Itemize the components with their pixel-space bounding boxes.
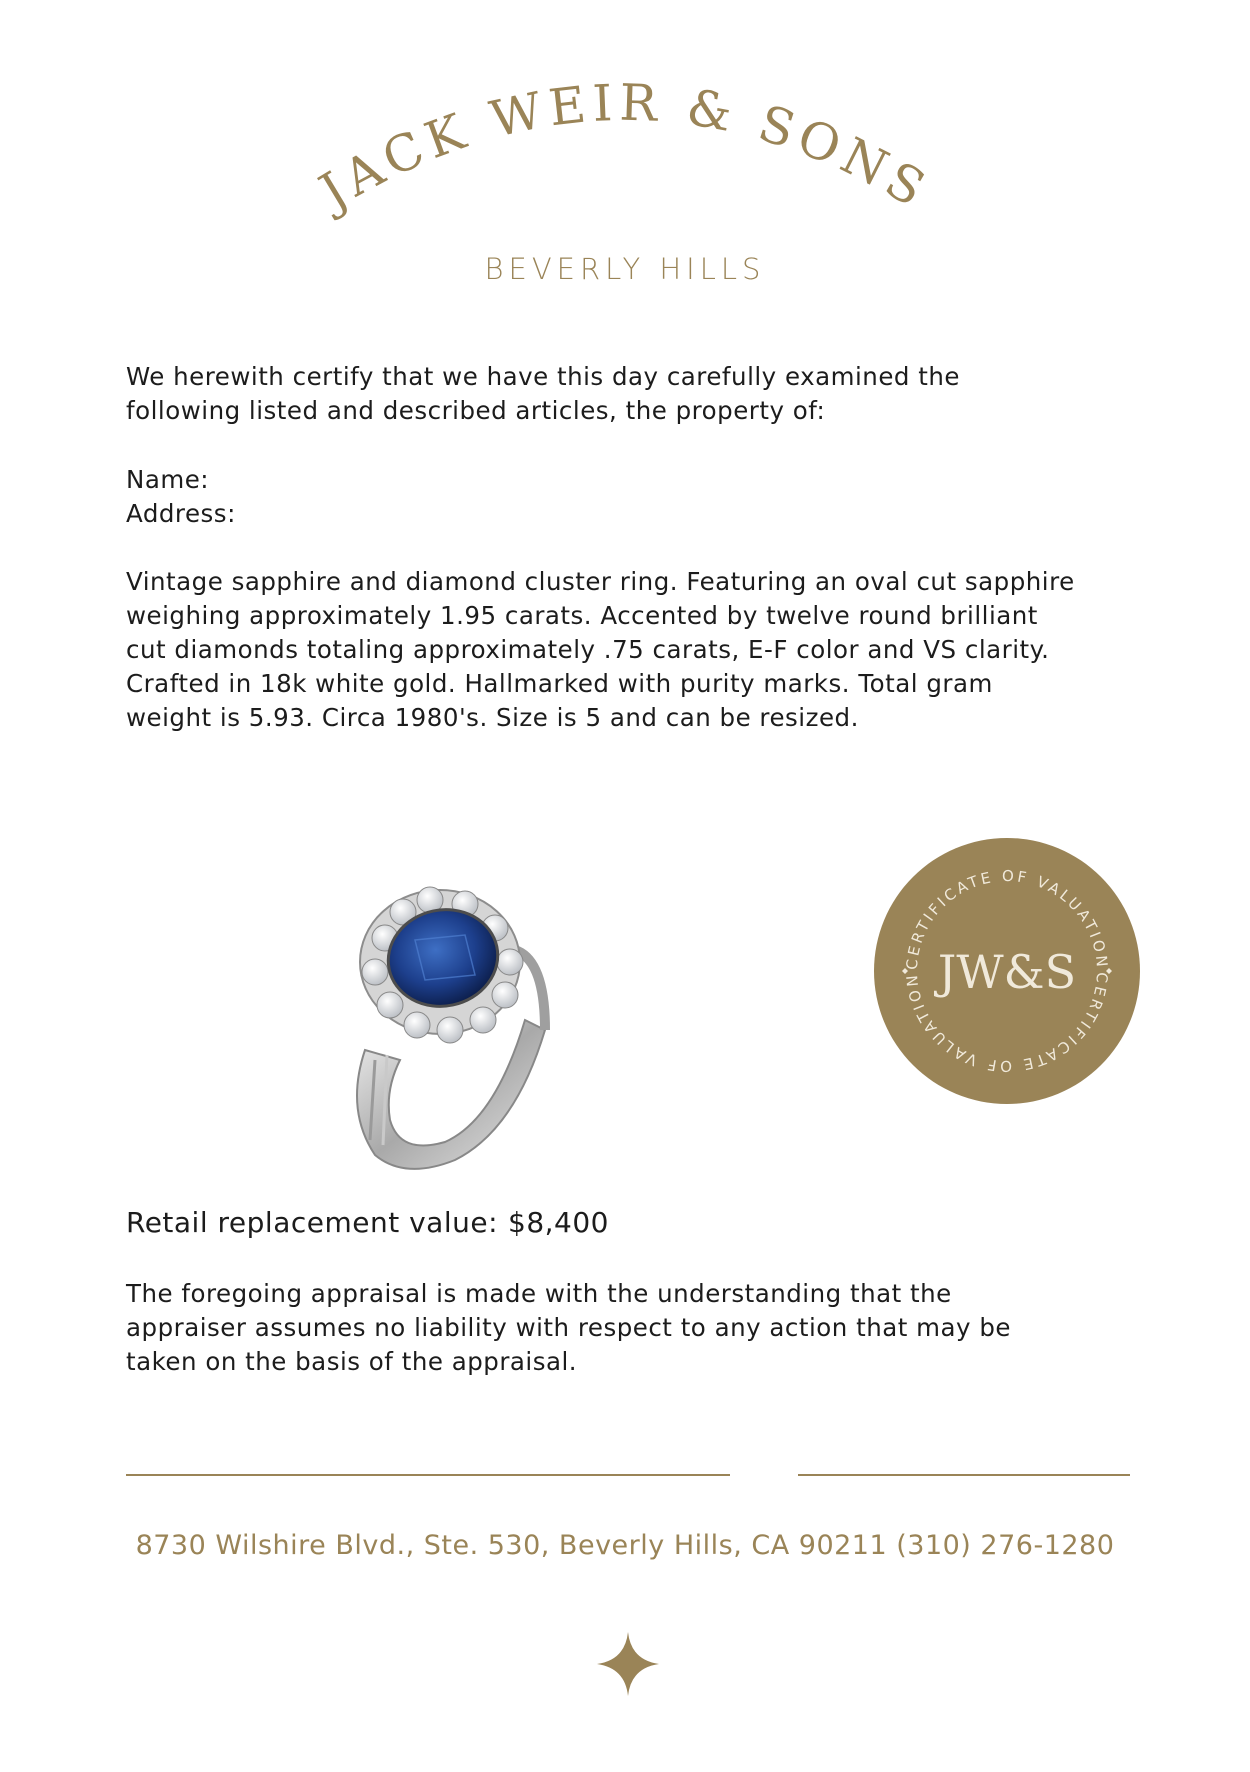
brand-name: JACK WEIR & SONS <box>309 73 940 221</box>
brand-logo <box>250 60 1000 280</box>
intro-line: We herewith certify that we have this day carefully examined the <box>126 362 960 391</box>
retail-value-label: Retail replacement value: <box>126 1206 499 1239</box>
intro-line: following listed and described articles, the property of: <box>126 396 826 425</box>
address-field-label: Address: <box>126 499 236 528</box>
seal-monogram: JW&S <box>937 945 1077 999</box>
name-field-label: Name: <box>126 465 210 494</box>
signature-line <box>126 1474 730 1476</box>
certificate-intro <box>126 360 1146 428</box>
date-line <box>798 1474 1130 1476</box>
retail-value <box>126 1206 619 1239</box>
ring-photo <box>345 880 595 1180</box>
seal-ring-text: CERTIFICATE OF VALUATION <box>902 866 1112 971</box>
description-line: Vintage sapphire and diamond cluster ring. Featuring an oval cut sapphire <box>126 567 1075 596</box>
disclaimer-line: The foregoing appraisal is made with the understanding that the <box>126 1279 952 1308</box>
four-point-star-icon <box>597 1632 659 1696</box>
disclaimer-line: appraiser assumes no liability with respect to any action that may be <box>126 1313 1011 1342</box>
footer-address: 8730 Wilshire Blvd., Ste. 530, Beverly Hills, CA 90211 (310) 276-1280 <box>135 1530 1115 1561</box>
brand-location: BEVERLY HILLS <box>484 252 766 286</box>
retail-value-amount: $8,400 <box>508 1206 609 1239</box>
description-line: cut diamonds totaling approximately .75 carats, E-F color and VS clarity. <box>126 635 1050 664</box>
disclaimer-line: taken on the basis of the appraisal. <box>126 1347 578 1376</box>
description-line: Crafted in 18k white gold. Hallmarked with purity marks. Total gram <box>126 669 993 698</box>
description-line: weight is 5.93. Circa 1980's. Size is 5 and can be resized. <box>126 703 859 732</box>
valuation-seal <box>872 836 1142 1106</box>
seal-ring-text: CERTIFICATE OF VALUATION <box>902 971 1112 1076</box>
item-description <box>126 565 1146 735</box>
disclaimer <box>126 1277 1146 1379</box>
description-line: weighing approximately 1.95 carats. Accented by twelve round brilliant <box>126 601 1038 630</box>
